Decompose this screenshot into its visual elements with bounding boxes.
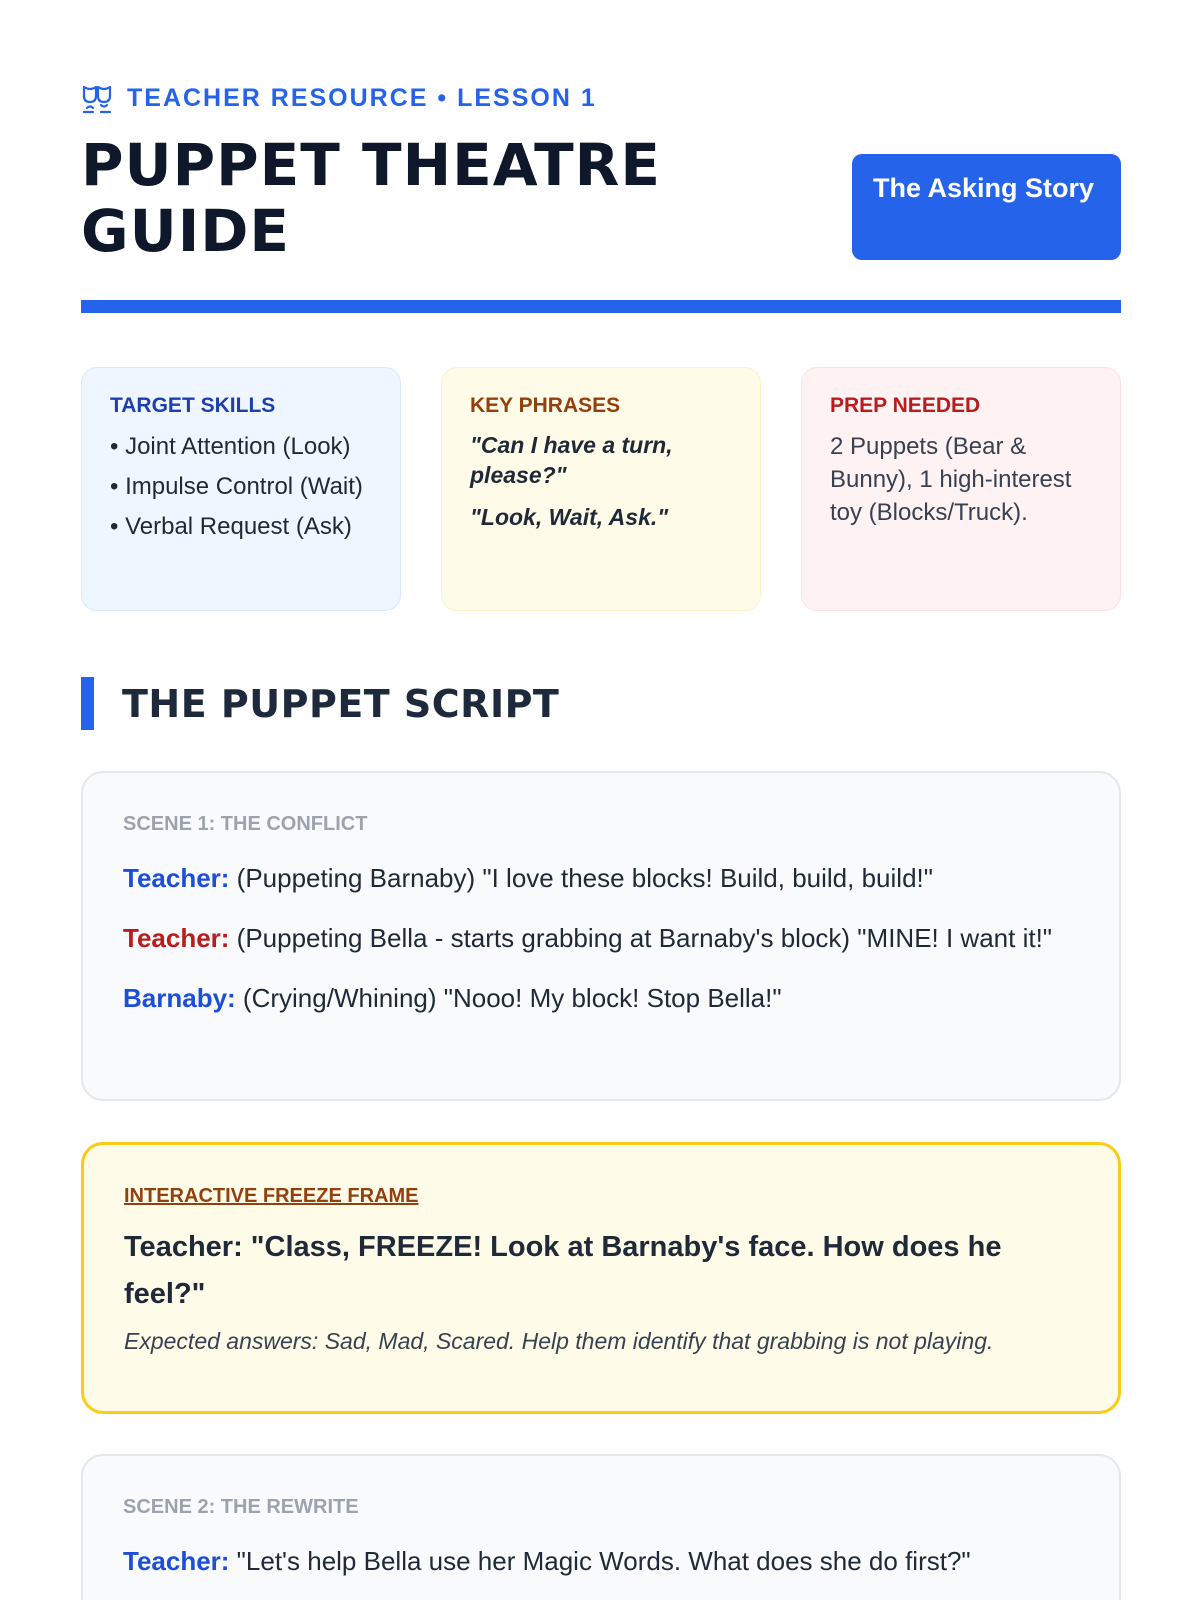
line-text: (Crying/Whining) "Nooo! My block! Stop Bella!" (235, 983, 782, 1013)
speaker-label: Barnaby: (123, 983, 236, 1013)
speaker-label: Teacher: (123, 863, 230, 893)
story-title-badge: The Asking Story (852, 154, 1121, 260)
scene-label: SCENE 2: THE REWRITE (123, 1496, 359, 1518)
theatre-masks-icon (81, 82, 113, 114)
script-line (123, 918, 1079, 958)
prep-needed-heading: PREP NEEDED (830, 394, 981, 417)
script-line (123, 978, 1079, 1018)
target-skills-heading: TARGET SKILLS (110, 394, 276, 417)
section-heading (81, 677, 559, 730)
target-skills-card (81, 367, 401, 611)
scene-2-card (81, 1454, 1121, 1600)
prep-text: 2 Puppets (Bear & Bunny), 1 high-interest toy (Blocks/Truck). (830, 433, 1072, 526)
key-phrases-heading: KEY PHRASES (470, 394, 621, 417)
section-title: THE PUPPET SCRIPT (122, 681, 560, 726)
scene-label: SCENE 1: THE CONFLICT (123, 813, 368, 835)
line-text: (Puppeting Barnaby) "I love these blocks! Build, build, build!" (229, 863, 933, 893)
key-phrases-card (441, 367, 761, 611)
header-divider (81, 300, 1121, 313)
phrase-item: "Can I have a turn, please?" (470, 432, 673, 488)
section-accent-bar (81, 677, 94, 730)
freeze-frame-prompt: Teacher: "Class, FREEZE! Look at Barnaby's face. How does he feel?" (124, 1231, 1002, 1310)
line-text: (Puppeting Bella - starts grabbing at Barnaby's block) "MINE! I want it!" (229, 923, 1053, 953)
speaker-label: Teacher: (123, 1546, 230, 1576)
freeze-frame-note: Expected answers: Sad, Mad, Scared. Help them identify that grabbing is not playing. (124, 1328, 994, 1354)
freeze-frame-card (81, 1142, 1121, 1414)
prep-needed-card (801, 367, 1121, 611)
skill-item: • Verbal Request (Ask) (110, 513, 352, 540)
skill-item: • Impulse Control (Wait) (110, 473, 363, 500)
eyebrow-text: TEACHER RESOURCE • LESSON 1 (127, 83, 597, 112)
line-text: "Let's help Bella use her Magic Words. What does she do first?" (229, 1546, 971, 1576)
page-title: PUPPET THEATRE GUIDE (81, 131, 661, 265)
freeze-frame-label: INTERACTIVE FREEZE FRAME (124, 1185, 419, 1207)
script-line (123, 858, 1079, 898)
script-line (123, 1541, 1079, 1581)
skill-item: • Joint Attention (Look) (110, 433, 351, 460)
eyebrow (81, 82, 597, 114)
phrase-item: "Look, Wait, Ask." (470, 504, 669, 530)
speaker-label: Teacher: (123, 923, 230, 953)
scene-1-card (81, 771, 1121, 1101)
